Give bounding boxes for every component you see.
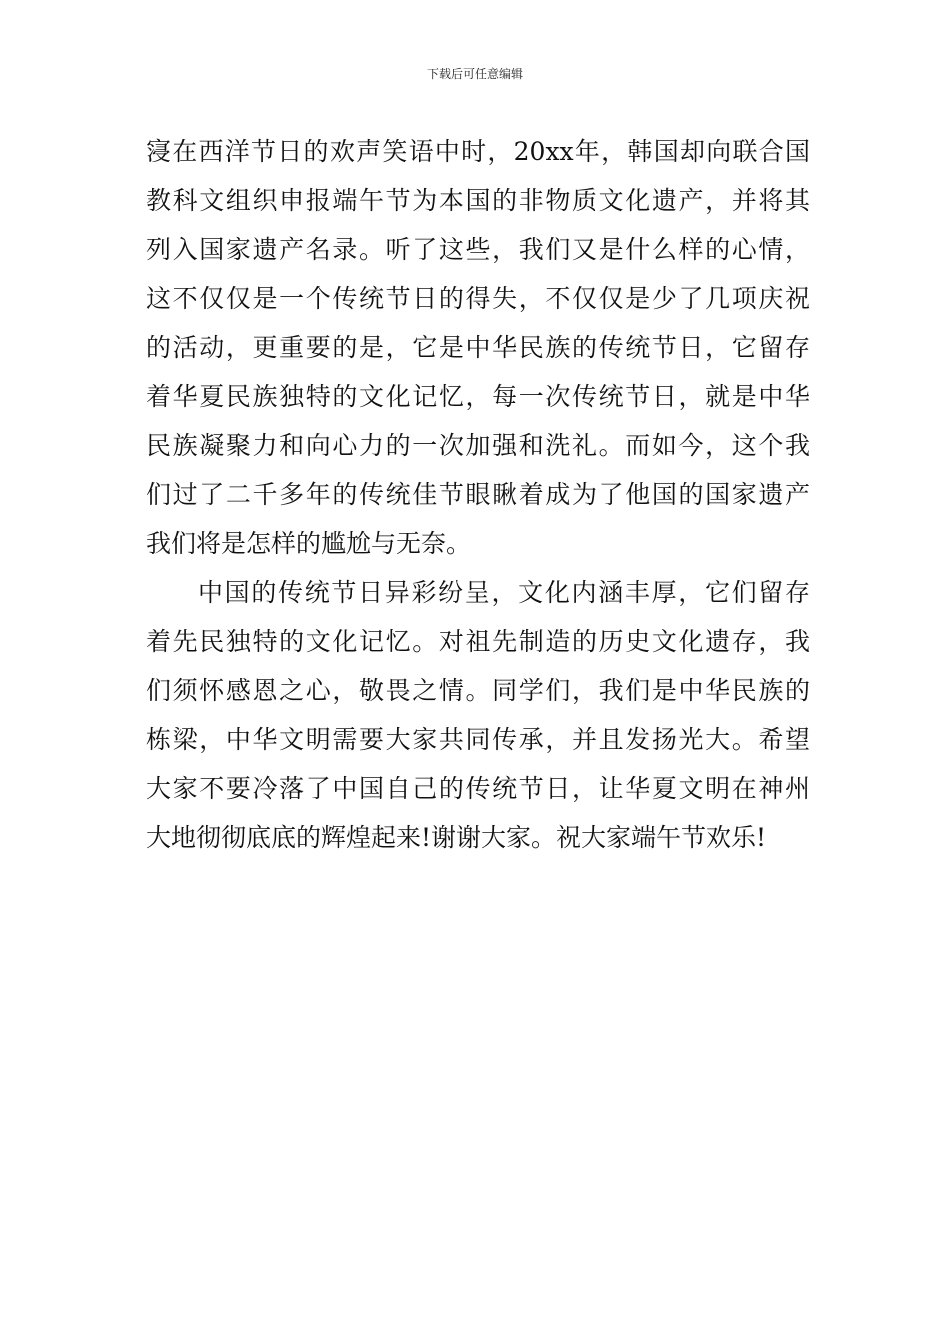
text-line: 中国的传统节日异彩纷呈，文化内涵丰厚，它们留存: [198, 578, 810, 607]
paragraph-1: [146, 127, 810, 568]
text-line: 民族凝聚力和向心力的一次加强和洗礼。而如今，这个我: [146, 431, 810, 460]
text-line: 列入国家遗产名录。听了这些，我们又是什么样的心情，: [146, 235, 810, 264]
text-line: 着华夏民族独特的文化记忆，每一次传统节日，就是中华: [146, 382, 810, 411]
text-line: 们须怀感恩之心，敬畏之情。同学们，我们是中华民族的: [146, 676, 810, 705]
text-line: 我们将是怎样的尴尬与无奈。: [146, 529, 472, 558]
text-line: 着先民独特的文化记忆。对祖先制造的历史文化遗存，我: [146, 627, 810, 656]
text-line: 这不仅仅是一个传统节日的得失，不仅仅是少了几项庆祝: [146, 284, 810, 313]
document-body: [146, 127, 810, 862]
text-line: 寖在西洋节日的欢声笑语中时，20xx年，韩国却向联合国: [146, 137, 810, 166]
text-line: 大家不要冷落了中国自己的传统节日，让华夏文明在神州: [146, 774, 810, 803]
page-header-note: 下载后可任意编辑: [426, 67, 523, 81]
text-line: 大地彻彻底底的辉煌起来!谢谢大家。祝大家端午节欢乐!: [146, 823, 767, 852]
text-line: 栋梁，中华文明需要大家共同传承，并且发扬光大。希望: [146, 725, 810, 754]
text-line: 教科文组织申报端午节为本国的非物质文化遗产，并将其: [146, 186, 810, 215]
text-line: 的活动，更重要的是，它是中华民族的传统节日，它留存: [146, 333, 810, 362]
paragraph-2: [146, 568, 810, 862]
text-line: 们过了二千多年的传统佳节眼瞅着成为了他国的国家遗产: [146, 480, 810, 509]
